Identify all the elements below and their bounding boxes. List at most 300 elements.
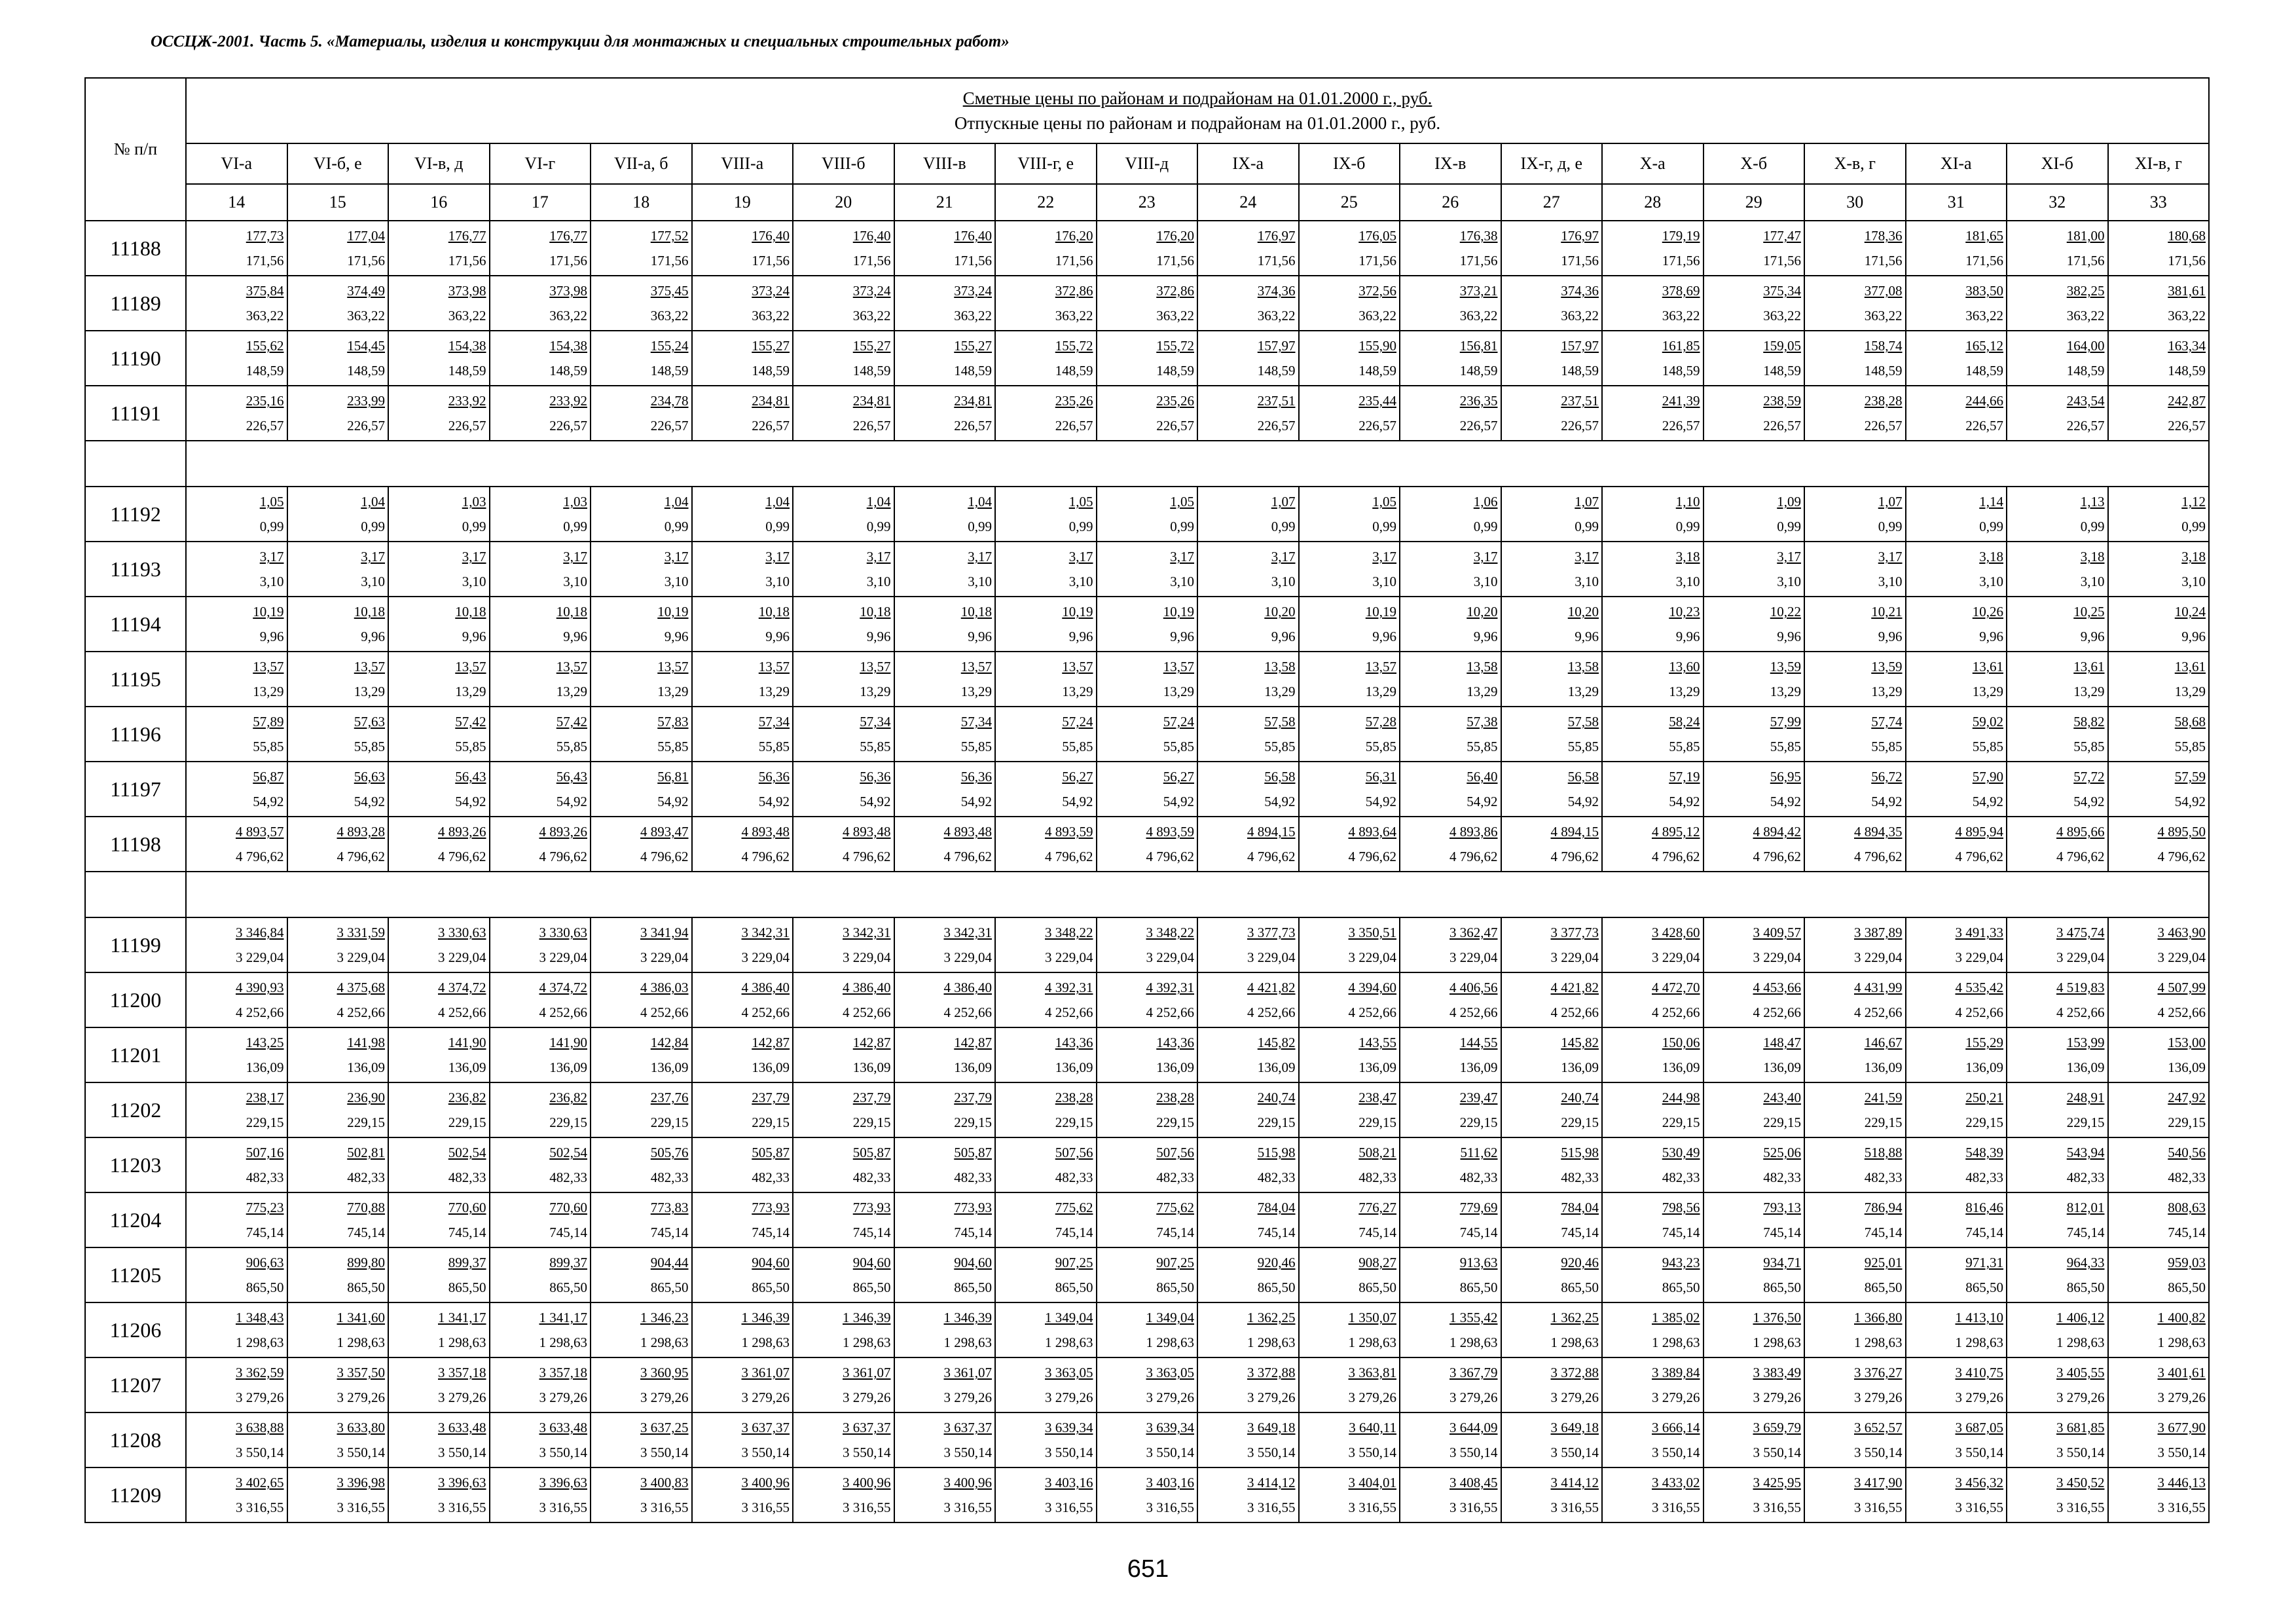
- price-cell: [1906, 762, 2007, 817]
- release-price: 865,50: [752, 1280, 790, 1295]
- release-price: 3 229,04: [1045, 950, 1093, 965]
- estimated-price: 239,47: [1459, 1090, 1498, 1105]
- price-cell: [2108, 542, 2210, 597]
- estimated-price: 3 346,84: [236, 925, 284, 940]
- release-price: 171,56: [852, 253, 891, 268]
- price-cell: [1704, 487, 1805, 542]
- estimated-price: 964,33: [2066, 1255, 2105, 1270]
- price-cell: [692, 276, 793, 331]
- release-price: 865,50: [1055, 1280, 1093, 1295]
- release-price: 13,29: [2174, 684, 2206, 699]
- price-cell: [490, 1027, 591, 1082]
- estimated-price: 1 346,23: [640, 1310, 689, 1325]
- price-cell: [1602, 707, 1704, 762]
- price-cell: [995, 542, 1097, 597]
- estimated-price: 157,97: [1257, 338, 1296, 354]
- price-cell: [1299, 221, 1400, 276]
- price-cell: [1704, 707, 1805, 762]
- estimated-price: 776,27: [1358, 1200, 1396, 1215]
- price-cell: [186, 1137, 287, 1192]
- price-cell: [591, 1082, 692, 1137]
- release-price: 4 796,62: [1550, 849, 1599, 864]
- price-cell: [1400, 276, 1501, 331]
- price-cell: [186, 1192, 287, 1247]
- release-price: 226,57: [246, 418, 284, 434]
- release-price: 229,15: [752, 1115, 790, 1130]
- price-cell: [894, 1137, 996, 1192]
- estimated-price: 1 350,07: [1348, 1310, 1396, 1325]
- price-cell: [995, 1137, 1097, 1192]
- release-price: 13,29: [1365, 684, 1396, 699]
- release-price: 13,29: [455, 684, 486, 699]
- price-cell: [490, 1412, 591, 1467]
- release-price: 55,85: [1871, 739, 1903, 754]
- price-cell: [1197, 276, 1299, 331]
- estimated-price: 770,60: [549, 1200, 587, 1215]
- price-cell: [1501, 707, 1603, 762]
- price-cell: [793, 1137, 894, 1192]
- price-cell: [894, 1467, 996, 1522]
- release-price: 482,33: [1459, 1170, 1498, 1185]
- estimated-price: 57,38: [1467, 714, 1498, 729]
- release-price: 13,29: [1567, 684, 1599, 699]
- release-price: 229,15: [1763, 1115, 1801, 1130]
- estimated-price: 3 649,18: [1550, 1420, 1599, 1435]
- price-cell: [1400, 1412, 1501, 1467]
- price-cell: [793, 707, 894, 762]
- release-price: 229,15: [2168, 1115, 2206, 1130]
- region-column-header: VI-в, д: [388, 143, 490, 184]
- price-cell: [2007, 1412, 2108, 1467]
- release-price: 13,29: [1062, 684, 1093, 699]
- release-price: 865,50: [448, 1280, 486, 1295]
- release-price: 482,33: [1965, 1170, 2003, 1185]
- estimated-price: 13,58: [1567, 659, 1599, 674]
- row-number: 11195: [85, 652, 186, 707]
- price-cell: [1400, 1357, 1501, 1412]
- estimated-price: 3 400,96: [943, 1475, 992, 1490]
- release-price: 9,96: [2080, 629, 2105, 644]
- release-price: 3 279,26: [539, 1390, 587, 1405]
- region-column-header: VIII-д: [1097, 143, 1198, 184]
- estimated-price: 1 349,04: [1045, 1310, 1093, 1325]
- price-cell: [1704, 917, 1805, 972]
- price-cell: [388, 487, 490, 542]
- release-price: 3 550,14: [1146, 1445, 1194, 1460]
- estimated-price: 1 341,17: [438, 1310, 486, 1325]
- estimated-price: 4 421,82: [1550, 980, 1599, 995]
- estimated-price: 943,23: [1662, 1255, 1700, 1270]
- release-price: 54,92: [960, 794, 992, 809]
- estimated-price: 10,18: [758, 604, 790, 619]
- price-cell: [1400, 817, 1501, 872]
- estimated-price: 57,34: [960, 714, 992, 729]
- release-price: 54,92: [1467, 794, 1498, 809]
- price-cell: [894, 972, 996, 1027]
- release-price: 54,92: [1163, 794, 1194, 809]
- release-price: 363,22: [1662, 308, 1700, 323]
- price-cell: [490, 1192, 591, 1247]
- estimated-price: 243,40: [1763, 1090, 1801, 1105]
- release-price: 148,59: [549, 363, 587, 378]
- estimated-price: 57,28: [1365, 714, 1396, 729]
- release-price: 55,85: [354, 739, 385, 754]
- estimated-price: 155,24: [650, 338, 689, 354]
- table-row: [85, 1247, 2209, 1302]
- price-cell: [1400, 542, 1501, 597]
- estimated-price: 3 400,83: [640, 1475, 689, 1490]
- estimated-price: 56,58: [1567, 769, 1599, 784]
- estimated-price: 812,01: [2066, 1200, 2105, 1215]
- release-price: 3 229,04: [1550, 950, 1599, 965]
- release-price: 54,92: [758, 794, 790, 809]
- price-cell: [388, 707, 490, 762]
- estimated-price: 505,87: [954, 1145, 992, 1160]
- release-price: 865,50: [1763, 1280, 1801, 1295]
- estimated-price: 10,24: [2174, 604, 2206, 619]
- price-cell: [2108, 652, 2210, 707]
- estimated-price: 502,54: [448, 1145, 486, 1160]
- price-cell: [1602, 1412, 1704, 1467]
- estimated-price: 3,17: [866, 549, 891, 564]
- price-cell: [388, 1467, 490, 1522]
- price-cell: [1804, 1357, 1906, 1412]
- release-price: 4 796,62: [2056, 849, 2105, 864]
- estimated-price: 161,85: [1662, 338, 1700, 354]
- table-row: [85, 221, 2209, 276]
- estimated-price: 784,04: [1257, 1200, 1296, 1215]
- release-price: 9,96: [968, 629, 992, 644]
- estimated-price: 3 652,57: [1854, 1420, 1903, 1435]
- estimated-price: 3,17: [1473, 549, 1498, 564]
- estimated-price: 505,87: [752, 1145, 790, 1160]
- price-cell: [2108, 276, 2210, 331]
- release-price: 9,96: [259, 629, 284, 644]
- price-cell: [1602, 221, 1704, 276]
- estimated-price: 155,29: [1965, 1035, 2003, 1050]
- estimated-price: 3 491,33: [1955, 925, 2003, 940]
- estimated-price: 57,42: [455, 714, 486, 729]
- estimated-price: 234,78: [650, 393, 689, 409]
- release-price: 13,29: [657, 684, 689, 699]
- release-price: 1 298,63: [236, 1335, 284, 1350]
- release-price: 54,92: [1567, 794, 1599, 809]
- estimated-price: 507,16: [246, 1145, 284, 1160]
- estimated-price: 4 893,26: [539, 824, 587, 840]
- estimated-price: 3 475,74: [2056, 925, 2105, 940]
- price-cell: [1804, 652, 1906, 707]
- price-cell: [1804, 707, 1906, 762]
- price-cell: [2007, 972, 2108, 1027]
- estimated-price: 236,90: [347, 1090, 385, 1105]
- estimated-price: 907,25: [1156, 1255, 1194, 1270]
- price-cell: [1197, 1302, 1299, 1357]
- row-number: 11200: [85, 972, 186, 1027]
- release-price: 171,56: [1055, 253, 1093, 268]
- estimated-price: 4 386,40: [843, 980, 891, 995]
- estimated-price: 13,59: [1871, 659, 1903, 674]
- price-cell: [2108, 1412, 2210, 1467]
- estimated-price: 177,52: [650, 228, 689, 244]
- estimated-price: 143,55: [1358, 1035, 1396, 1050]
- release-price: 55,85: [253, 739, 284, 754]
- price-cell: [1602, 972, 1704, 1027]
- release-price: 13,29: [1972, 684, 2003, 699]
- release-price: 3 229,04: [337, 950, 385, 965]
- row-number: 11205: [85, 1247, 186, 1302]
- estimated-price: 3 350,51: [1348, 925, 1396, 940]
- price-cell: [186, 972, 287, 1027]
- release-price: 229,15: [1561, 1115, 1599, 1130]
- release-price: 3,10: [1675, 574, 1700, 589]
- estimated-price: 3 377,73: [1550, 925, 1599, 940]
- price-cell: [1400, 331, 1501, 386]
- release-price: 148,59: [347, 363, 385, 378]
- release-price: 865,50: [1662, 1280, 1700, 1295]
- release-price: 865,50: [1459, 1280, 1498, 1295]
- price-cell: [1299, 1357, 1400, 1412]
- price-cell: [2108, 1192, 2210, 1247]
- release-price: 226,57: [448, 418, 486, 434]
- estimated-price: 56,27: [1062, 769, 1093, 784]
- price-cell: [692, 1247, 793, 1302]
- price-cell: [388, 1027, 490, 1082]
- estimated-price: 899,80: [347, 1255, 385, 1270]
- table-row: [85, 1137, 2209, 1192]
- column-index: 28: [1602, 184, 1704, 221]
- release-price: 13,29: [556, 684, 587, 699]
- price-cell: [894, 1412, 996, 1467]
- estimated-price: 775,62: [1156, 1200, 1194, 1215]
- estimated-price: 907,25: [1055, 1255, 1093, 1270]
- price-cell: [1704, 1357, 1805, 1412]
- release-price: 0,99: [1675, 519, 1700, 534]
- estimated-price: 1,12: [2181, 494, 2206, 509]
- release-price: 4 796,62: [640, 849, 689, 864]
- release-price: 363,22: [448, 308, 486, 323]
- release-price: 865,50: [954, 1280, 992, 1295]
- release-price: 3,10: [765, 574, 790, 589]
- estimated-price: 908,27: [1358, 1255, 1396, 1270]
- price-cell: [2108, 1027, 2210, 1082]
- estimated-price: 773,83: [650, 1200, 689, 1215]
- release-price: 54,92: [657, 794, 689, 809]
- price-cell: [1097, 1027, 1198, 1082]
- estimated-price: 1 413,10: [1955, 1310, 2003, 1325]
- price-cell: [995, 1467, 1097, 1522]
- release-price: 745,14: [1965, 1225, 2003, 1240]
- price-cell: [1299, 331, 1400, 386]
- estimated-price: 525,06: [1763, 1145, 1801, 1160]
- release-price: 3 229,04: [1854, 950, 1903, 965]
- price-cell: [894, 386, 996, 441]
- region-column-header: X-б: [1704, 143, 1805, 184]
- price-cell: [490, 652, 591, 707]
- row-number: 11203: [85, 1137, 186, 1192]
- release-price: 13,29: [1770, 684, 1801, 699]
- column-index: 14: [186, 184, 287, 221]
- release-price: 865,50: [1561, 1280, 1599, 1295]
- price-cell: [591, 221, 692, 276]
- table-row: [85, 1467, 2209, 1522]
- estimated-price: 3 633,80: [337, 1420, 385, 1435]
- row-number: 11190: [85, 331, 186, 386]
- release-price: 55,85: [758, 739, 790, 754]
- release-price: 9,96: [1068, 629, 1093, 644]
- release-price: 745,14: [954, 1225, 992, 1240]
- price-cell: [1804, 221, 1906, 276]
- estimated-price: 13,57: [556, 659, 587, 674]
- price-cell: [1501, 386, 1603, 441]
- price-cell: [1906, 487, 2007, 542]
- estimated-price: 234,81: [752, 393, 790, 409]
- estimated-price: 178,36: [1864, 228, 1903, 244]
- estimated-price: 3 639,34: [1146, 1420, 1194, 1435]
- release-price: 1 298,63: [2056, 1335, 2105, 1350]
- price-cell: [1906, 597, 2007, 652]
- price-cell: [1804, 1027, 1906, 1082]
- price-cell: [1906, 1027, 2007, 1082]
- column-index: 25: [1299, 184, 1400, 221]
- price-cell: [2007, 331, 2108, 386]
- estimated-price: 3 357,50: [337, 1365, 385, 1380]
- release-price: 0,99: [1878, 519, 1903, 534]
- price-cell: [388, 386, 490, 441]
- price-cell: [1906, 221, 2007, 276]
- price-cell: [186, 1027, 287, 1082]
- estimated-price: 1,04: [968, 494, 992, 509]
- release-price: 3 550,14: [1449, 1445, 1498, 1460]
- price-cell: [793, 276, 894, 331]
- release-price: 136,09: [2066, 1060, 2105, 1075]
- release-price: 3 279,26: [1247, 1390, 1296, 1405]
- release-price: 4 796,62: [1652, 849, 1700, 864]
- release-price: 3 279,26: [1652, 1390, 1700, 1405]
- release-price: 54,92: [354, 794, 385, 809]
- release-price: 3 229,04: [741, 950, 790, 965]
- row-number: 11208: [85, 1412, 186, 1467]
- release-price: 482,33: [246, 1170, 284, 1185]
- estimated-price: 177,04: [347, 228, 385, 244]
- release-price: 3 550,14: [2056, 1445, 2105, 1460]
- estimated-price: 4 392,31: [1045, 980, 1093, 995]
- estimated-price: 3 404,01: [1348, 1475, 1396, 1490]
- release-price: 3 229,04: [1247, 950, 1296, 965]
- release-price: 171,56: [1459, 253, 1498, 268]
- release-price: 745,14: [2168, 1225, 2206, 1240]
- release-price: 482,33: [1662, 1170, 1700, 1185]
- price-cell: [995, 817, 1097, 872]
- release-price: 363,22: [1459, 308, 1498, 323]
- price-cell: [186, 1302, 287, 1357]
- price-cell: [388, 1302, 490, 1357]
- price-cell: [1804, 1412, 1906, 1467]
- price-cell: [2108, 1137, 2210, 1192]
- release-price: 4 796,62: [1955, 849, 2003, 864]
- release-price: 136,09: [1561, 1060, 1599, 1075]
- price-cell: [1804, 487, 1906, 542]
- release-price: 865,50: [1358, 1280, 1396, 1295]
- release-price: 3 229,04: [438, 950, 486, 965]
- table-row: [85, 331, 2209, 386]
- release-price: 229,15: [347, 1115, 385, 1130]
- price-cell: [1704, 331, 1805, 386]
- estimated-price: 13,60: [1669, 659, 1700, 674]
- price-cell: [591, 817, 692, 872]
- estimated-price: 920,46: [1561, 1255, 1599, 1270]
- column-index: 31: [1906, 184, 2007, 221]
- release-price: 4 252,66: [236, 1005, 284, 1020]
- price-cell: [388, 652, 490, 707]
- estimated-price: 13,57: [657, 659, 689, 674]
- release-price: 171,56: [1358, 253, 1396, 268]
- release-price: 482,33: [448, 1170, 486, 1185]
- price-cell: [1299, 917, 1400, 972]
- release-price: 4 796,62: [1146, 849, 1194, 864]
- price-cell: [2007, 386, 2108, 441]
- price-cell: [894, 487, 996, 542]
- price-cell: [1197, 1412, 1299, 1467]
- release-price: 9,96: [1979, 629, 2003, 644]
- price-cell: [2007, 652, 2108, 707]
- price-cell: [1501, 542, 1603, 597]
- separator-cell: [186, 872, 2209, 917]
- estimated-price: 13,57: [1163, 659, 1194, 674]
- estimated-price: 13,57: [354, 659, 385, 674]
- release-price: 54,92: [1669, 794, 1700, 809]
- price-cell: [1400, 707, 1501, 762]
- price-cell: [1501, 1137, 1603, 1192]
- release-price: 482,33: [1156, 1170, 1194, 1185]
- estimated-price: 906,63: [246, 1255, 284, 1270]
- release-price: 745,14: [1257, 1225, 1296, 1240]
- price-cell: [591, 762, 692, 817]
- release-price: 3,10: [259, 574, 284, 589]
- release-price: 3,10: [1271, 574, 1296, 589]
- estimated-price: 58,24: [1669, 714, 1700, 729]
- estimated-price: 240,74: [1257, 1090, 1296, 1105]
- price-cell: [1906, 707, 2007, 762]
- release-price: 148,59: [1561, 363, 1599, 378]
- estimated-price: 3 401,61: [2157, 1365, 2206, 1380]
- release-price: 3 550,14: [1045, 1445, 1093, 1460]
- release-price: 171,56: [1156, 253, 1194, 268]
- estimated-price: 144,55: [1459, 1035, 1498, 1050]
- estimated-price: 3 677,90: [2157, 1420, 2206, 1435]
- price-cell: [1602, 542, 1704, 597]
- price-cell: [2108, 221, 2210, 276]
- price-cell: [894, 542, 996, 597]
- price-cell: [1400, 386, 1501, 441]
- estimated-price: 176,20: [1156, 228, 1194, 244]
- estimated-price: 3 681,85: [2056, 1420, 2105, 1435]
- estimated-price: 3 396,63: [539, 1475, 587, 1490]
- price-cell: [1704, 386, 1805, 441]
- release-price: 136,09: [752, 1060, 790, 1075]
- estimated-price: 57,58: [1567, 714, 1599, 729]
- release-price: 4 252,66: [337, 1005, 385, 1020]
- release-price: 4 796,62: [236, 849, 284, 864]
- column-index: 18: [591, 184, 692, 221]
- release-price: 4 252,66: [843, 1005, 891, 1020]
- estimated-price: 4 375,68: [337, 980, 385, 995]
- release-price: 3 229,04: [236, 950, 284, 965]
- estimated-price: 238,59: [1763, 393, 1801, 409]
- release-price: 54,92: [455, 794, 486, 809]
- table-row: [85, 1412, 2209, 1467]
- estimated-price: 518,88: [1864, 1145, 1903, 1160]
- estimated-price: 1 341,17: [539, 1310, 587, 1325]
